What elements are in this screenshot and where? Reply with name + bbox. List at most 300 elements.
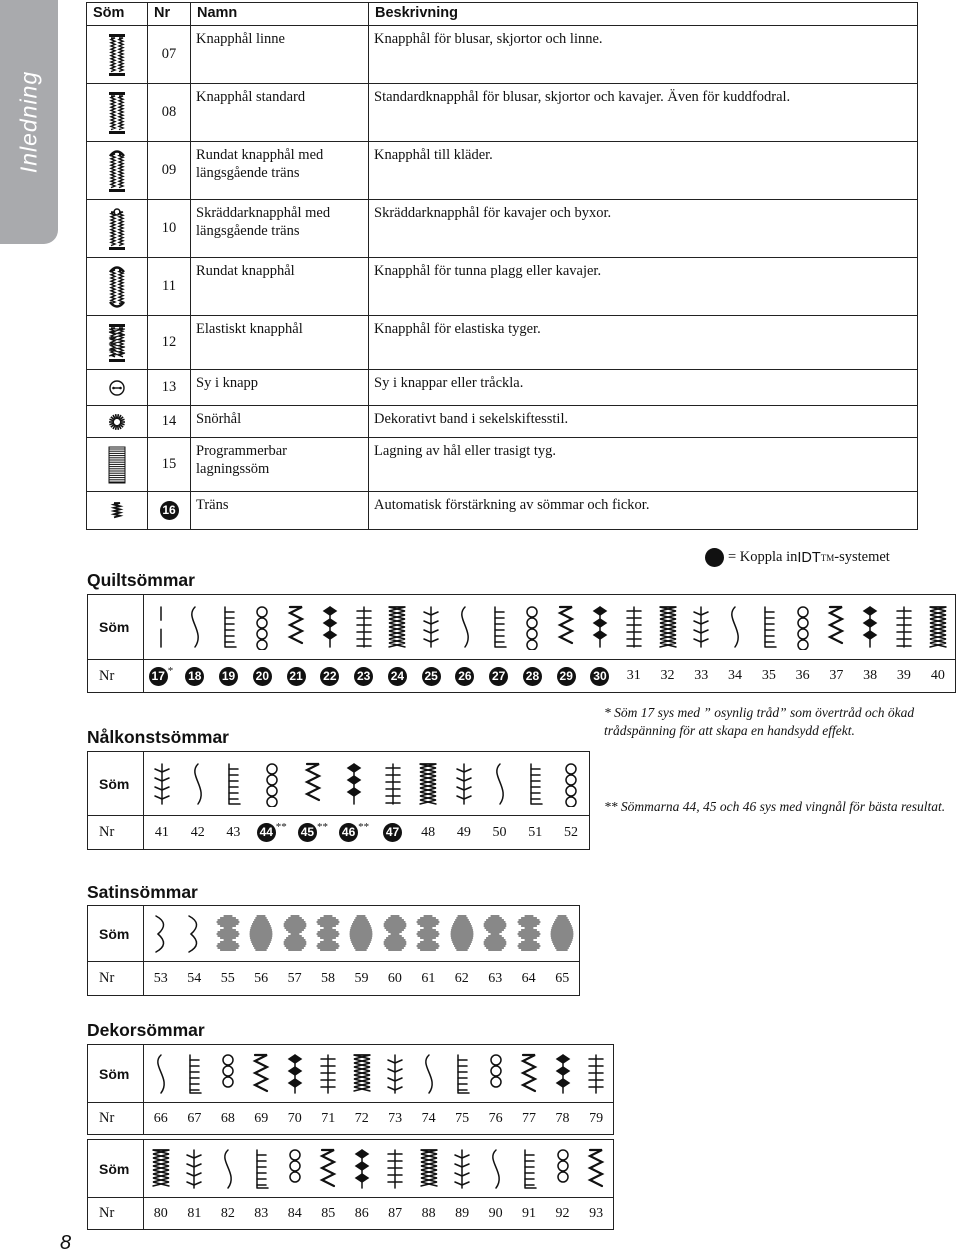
stitch-cell (178, 595, 212, 660)
stitch-58-icon (315, 913, 341, 955)
stitch-85-icon (315, 1147, 341, 1191)
stitch-cell (278, 906, 311, 962)
stitch-icon-cell (87, 200, 148, 258)
stitch-number-text: 63 (488, 970, 503, 986)
stitch-number-cell (278, 1198, 311, 1230)
buttonhole-rounded-bartack-icon (105, 147, 129, 195)
stitch-cell (345, 1045, 378, 1103)
row-label-nr: Nr (88, 1198, 144, 1230)
stitch-37-icon (823, 604, 849, 650)
button-sew-icon (105, 378, 129, 398)
stitch-number-cell (512, 1198, 545, 1230)
stitch-cell (445, 1045, 478, 1103)
idt-badge: 17 (149, 667, 168, 686)
stitch-description: Knapphål för blusar, skjortor och linne. (369, 26, 918, 84)
stitch-cell (381, 595, 415, 660)
stitch-number-text: 90 (488, 1205, 503, 1221)
stitch-cell (216, 752, 252, 816)
stitch-number-cell (378, 1198, 411, 1230)
stitch-cell (180, 752, 216, 816)
stitch-name: Knapphål linne (191, 26, 369, 84)
stitch-cell (479, 1140, 512, 1198)
row-label-stitch: Söm (88, 1045, 144, 1103)
stitch-number-cell (512, 1103, 545, 1135)
stitch-number-text: 52 (564, 824, 579, 840)
stitch-21-icon (283, 604, 309, 650)
stitch-number-text: 07 (161, 46, 177, 62)
stitch-number-cell (684, 660, 718, 693)
row-label-stitch: Söm (88, 752, 144, 816)
stitch-cell (211, 1140, 244, 1198)
stitch-number-text: 10 (161, 220, 177, 236)
stitch-number-cell (178, 1103, 211, 1135)
stitch-93-icon (583, 1147, 609, 1191)
idt-badge: 22 (320, 667, 339, 686)
stitch-number-text: 14 (161, 413, 177, 429)
stitch-49-icon (451, 761, 477, 807)
row-label-nr: Nr (88, 1103, 144, 1135)
stitch-number-cell (144, 1198, 178, 1230)
stitch-name: Träns (191, 492, 369, 530)
stitch-number-text: 92 (555, 1205, 570, 1221)
stitch-cell (482, 595, 516, 660)
stitch-46-icon (341, 761, 367, 807)
stitch-number-text: 48 (421, 824, 436, 840)
idt-dot-icon (705, 548, 724, 567)
stitch-78-icon (550, 1052, 576, 1096)
stitch-17-icon (148, 604, 174, 650)
stitch-number-cell (278, 962, 311, 996)
stitch-cell (334, 752, 375, 816)
stitch-cell (278, 1045, 311, 1103)
table-row (87, 316, 918, 370)
stitch-icon-cell (87, 406, 148, 438)
idt-badge: 25 (422, 667, 441, 686)
stitch-60-icon (382, 913, 408, 955)
stitch-number-cell (211, 1103, 244, 1135)
table-row (87, 200, 918, 258)
stitch-28-icon (519, 604, 545, 650)
row-label-nr: Nr (88, 660, 144, 693)
page-number: 8 (60, 1232, 72, 1252)
stitch-description: Dekorativt band i sekelskiftesstil. (369, 406, 918, 438)
stitch-icon-row (88, 1045, 614, 1103)
stitch-number-text: 58 (321, 970, 336, 986)
stitch-number-cell (546, 1103, 579, 1135)
stitch-cell (553, 752, 589, 816)
stitch-number (148, 406, 191, 438)
stitch-cell (311, 1045, 344, 1103)
bartack-icon (105, 497, 129, 525)
stitch-63-icon (482, 913, 508, 955)
legend-tm: TM (820, 552, 835, 563)
stitch-cell (517, 752, 553, 816)
decor-table-2 (87, 1139, 614, 1230)
stitch-cell (546, 1140, 579, 1198)
stitch-number-text: 82 (220, 1205, 235, 1221)
row-label-nr: Nr (88, 816, 144, 850)
stitch-number (148, 316, 191, 370)
stitch-icon-row (88, 1140, 614, 1198)
stitch-52-icon (558, 761, 584, 807)
stitch-86-icon (349, 1147, 375, 1191)
idt-badge: 30 (590, 667, 609, 686)
col-header-stitch: Söm (87, 3, 148, 26)
stitch-number-cell (853, 660, 887, 693)
stitch-number-cell (512, 962, 545, 996)
idt-badge: 29 (557, 667, 576, 686)
stitch-25-icon (418, 604, 444, 650)
stitch-24-icon (384, 604, 410, 650)
stitch-number-text: 91 (522, 1205, 537, 1221)
stitch-43-icon (220, 761, 246, 807)
stitch-number-text: 84 (287, 1205, 302, 1221)
table-row (87, 370, 918, 406)
stitch-cell (251, 752, 292, 816)
stitch-45-icon (300, 761, 326, 807)
stitch-cell (479, 906, 512, 962)
note-stitch-44-46: ** Sömmarna 44, 45 och 46 sys med vingnål för bästa resultat. (604, 799, 946, 814)
stitch-22-icon (317, 604, 343, 650)
stitch-cell (448, 595, 482, 660)
stitch-number-text: 65 (555, 970, 570, 986)
table-row (87, 142, 918, 200)
stitch-number-cell (180, 816, 216, 850)
stitch-91-icon (516, 1147, 542, 1191)
buttonhole-elastic-icon (105, 321, 129, 365)
stitch-cell (211, 1045, 244, 1103)
stitch-number-cell (245, 1198, 278, 1230)
stitch-31-icon (621, 604, 647, 650)
stitch-number-cell (410, 816, 446, 850)
stitch-cell (244, 906, 277, 962)
buttonhole-rounded-icon (105, 263, 129, 311)
stitch-cell (512, 1140, 545, 1198)
stitch-cell (412, 906, 445, 962)
stitch-number-text: 71 (321, 1110, 336, 1126)
stitch-19-icon (216, 604, 242, 650)
stitch-42-icon (185, 761, 211, 807)
stitch-number-cell (414, 660, 448, 693)
stitch-number-cell (617, 660, 651, 693)
stitch-cell (516, 595, 550, 660)
stitch-cell (345, 906, 378, 962)
stitch-number-cell (381, 660, 415, 693)
stitch-61-icon (415, 913, 441, 955)
stitch-number-text: 51 (528, 824, 543, 840)
stitch-50-icon (487, 761, 513, 807)
stitch-number-text: 62 (454, 970, 469, 986)
stitch-cell (144, 752, 180, 816)
stitch-number-cell (144, 962, 178, 996)
stitch-77-icon (516, 1052, 542, 1096)
stitch-76-icon (483, 1052, 509, 1096)
stitch-icon-row (88, 752, 590, 816)
stitch-number-text: 56 (254, 970, 269, 986)
stitch-number-text: 69 (254, 1110, 269, 1126)
stitch-number-cell (583, 660, 617, 693)
stitch-cell (579, 1140, 613, 1198)
stitch-number-cell (211, 962, 244, 996)
stitch-number (148, 370, 191, 406)
stitch-number-cell (378, 1103, 411, 1135)
stitch-cell (144, 1045, 178, 1103)
section-tab-label: Inledning (15, 70, 42, 174)
stitch-number-text: 67 (187, 1110, 202, 1126)
stitch-cell (921, 595, 956, 660)
stitch-number-cell (375, 816, 411, 850)
stitch-number-text: 09 (161, 162, 177, 178)
stitch-cell (718, 595, 752, 660)
stitch-number-cell (651, 660, 685, 693)
stitch-number-cell (311, 1198, 344, 1230)
stitch-number-text: 78 (555, 1110, 570, 1126)
section-tab (0, 0, 58, 244)
stitch-number-text: 55 (220, 970, 235, 986)
stitch-number-text: 60 (387, 970, 402, 986)
stitch-69-icon (248, 1052, 274, 1096)
footnote-mark: ** (316, 821, 328, 833)
idt-badge: 47 (383, 823, 402, 842)
stitch-34-icon (722, 604, 748, 650)
stitch-74-icon (416, 1052, 442, 1096)
stitch-description: Knapphål till kläder. (369, 142, 918, 200)
stitch-number-cell (278, 1103, 311, 1135)
table-row (87, 406, 918, 438)
stitch-number-text: 12 (161, 334, 177, 350)
needle-table (87, 751, 590, 850)
footnote-mark: ** (275, 821, 287, 833)
stitch-89-icon (449, 1147, 475, 1191)
stitch-cell (178, 1045, 211, 1103)
note-stitch-17: * Söm 17 sys med ” osynlig tråd” som övertråd och ökad trådspänning för att skapa en handsydd effekt. (604, 705, 915, 738)
stitch-number-cell (482, 660, 516, 693)
stitch-number-cell (479, 1198, 512, 1230)
col-header-nr: Nr (148, 3, 191, 26)
stitch-cell (347, 595, 381, 660)
legend-prefix: = Koppla in (728, 549, 798, 565)
row-label-stitch: Söm (88, 1140, 144, 1198)
stitch-name: Skräddarknapphål med längsgående träns (191, 200, 369, 258)
row-label-stitch: Söm (88, 906, 144, 962)
stitch-number-cell (445, 1198, 478, 1230)
stitch-number-cell (786, 660, 820, 693)
eyelet-icon (105, 412, 129, 432)
stitch-number-cell (479, 962, 512, 996)
stitch-cell (482, 752, 518, 816)
stitch-20-icon (249, 604, 275, 650)
idt-legend (705, 548, 890, 567)
stitch-cell (410, 752, 446, 816)
stitch-87-icon (382, 1147, 408, 1191)
stitch-icon-row (88, 906, 580, 962)
stitch-36-icon (790, 604, 816, 650)
stitch-80-icon (148, 1147, 174, 1191)
stitch-cell (144, 595, 178, 660)
stitch-number-text: 53 (153, 970, 168, 986)
stitch-number-cell (549, 660, 583, 693)
stitch-number-text: 59 (354, 970, 369, 986)
stitch-number-cell (545, 962, 579, 996)
stitch-cell (445, 906, 478, 962)
decor-heading: Dekorsömmar (87, 1020, 205, 1040)
stitch-icon-row (88, 595, 956, 660)
stitch-description: Lagning av hål eller trasigt tyg. (369, 438, 918, 492)
stitch-number-cell (216, 816, 252, 850)
stitch-32-icon (655, 604, 681, 650)
stitch-description: Skräddarknapphål för kavajer och byxor. (369, 200, 918, 258)
stitch-cell (853, 595, 887, 660)
stitch-cell (617, 595, 651, 660)
stitch-name: Rundat knapphål med längsgående träns (191, 142, 369, 200)
stitch-53-icon (148, 913, 174, 955)
stitch-cell (445, 1140, 478, 1198)
stitch-number-text: 39 (896, 668, 911, 683)
stitch-number (148, 258, 191, 316)
stitch-number-cell (245, 1103, 278, 1135)
stitch-number-text: 93 (589, 1205, 604, 1221)
stitch-number-text: 54 (187, 970, 202, 986)
stitch-number-cell (378, 962, 411, 996)
stitch-number-row (88, 660, 956, 693)
stitch-number-cell (345, 1103, 378, 1135)
idt-badge: 28 (523, 667, 542, 686)
buttonhole-tailor-icon (105, 205, 129, 253)
stitch-cell (479, 1045, 512, 1103)
stitch-30-icon (587, 604, 613, 650)
stitch-number-text: 15 (161, 456, 177, 472)
idt-badge: 18 (185, 667, 204, 686)
idt-badge: 24 (388, 667, 407, 686)
stitch-number-text: 36 (795, 668, 810, 683)
stitch-number-cell (445, 962, 478, 996)
stitch-number-text: 13 (161, 379, 177, 395)
stitch-cell (414, 595, 448, 660)
stitch-number-text: 77 (522, 1110, 537, 1126)
stitch-number-cell (445, 1103, 478, 1135)
stitch-55-icon (215, 913, 241, 955)
stitch-number-cell (178, 962, 211, 996)
stitch-number-cell (446, 816, 482, 850)
stitch-number-text: 35 (761, 668, 776, 683)
table-row (87, 492, 918, 530)
stitch-number-cell (752, 660, 786, 693)
quilt-heading: Quiltsömmar (87, 570, 195, 590)
stitch-66-icon (148, 1052, 174, 1096)
stitch-number-cell (311, 1103, 344, 1135)
stitch-icon-cell (87, 316, 148, 370)
idt-badge: 44 (257, 823, 276, 842)
stitch-33-icon (688, 604, 714, 650)
stitch-88-icon (416, 1147, 442, 1191)
stitch-number-cell (345, 962, 378, 996)
stitch-description: Knapphål för tunna plagg eller kavajer. (369, 258, 918, 316)
stitch-name: Snörhål (191, 406, 369, 438)
stitch-number-cell (482, 816, 518, 850)
stitch-number-cell (412, 1103, 445, 1135)
stitch-cell (546, 1045, 579, 1103)
stitch-number-cell (279, 660, 313, 693)
stitch-number-text: 34 (728, 668, 743, 683)
stitch-description: Knapphål för elastiska tyger. (369, 316, 918, 370)
stitch-number-row (88, 1198, 614, 1230)
col-header-name: Namn (191, 3, 369, 26)
stitch-number-cell (479, 1103, 512, 1135)
stitch-cell (144, 1140, 178, 1198)
stitch-number-cell (887, 660, 921, 693)
stitch-number-cell (819, 660, 853, 693)
stitch-number-row (88, 816, 590, 850)
stitch-cell (144, 906, 178, 962)
stitch-57-icon (282, 913, 308, 955)
stitch-84-icon (282, 1147, 308, 1191)
stitch-number-cell (718, 660, 752, 693)
buttonhole-linen-icon (105, 31, 129, 79)
stitch-number-cell (144, 660, 178, 693)
stitch-number-text: 87 (388, 1205, 403, 1221)
stitch-name: Programmerbar lagningssöm (191, 438, 369, 492)
stitch-38-icon (857, 604, 883, 650)
stitch-icon-cell (87, 258, 148, 316)
stitch-cell (279, 595, 313, 660)
stitch-icon-cell (87, 84, 148, 142)
stitch-59-icon (348, 913, 374, 955)
stitch-number-text: 80 (153, 1205, 168, 1221)
stitch-number-cell (178, 1198, 211, 1230)
stitch-number-text: 72 (354, 1110, 369, 1126)
table-row (87, 26, 918, 84)
stitch-cell (311, 906, 344, 962)
stitch-73-icon (382, 1052, 408, 1096)
stitch-number (148, 26, 191, 84)
stitch-cell (212, 595, 246, 660)
stitch-number-cell (553, 816, 589, 850)
stitch-79-icon (583, 1052, 609, 1096)
stitch-cell (245, 595, 279, 660)
legend-suffix: -systemet (834, 549, 890, 565)
stitch-number-cell (412, 1198, 445, 1230)
stitch-number-text: 81 (187, 1205, 202, 1221)
stitch-92-icon (550, 1147, 576, 1191)
buttonhole-table (86, 2, 918, 530)
stitch-cell (245, 1140, 278, 1198)
stitch-68-icon (215, 1052, 241, 1096)
stitch-44-icon (259, 761, 285, 807)
idt-badge: 20 (253, 667, 272, 686)
stitch-48-icon (415, 761, 441, 807)
stitch-number-cell (178, 660, 212, 693)
stitch-icon-cell (87, 438, 148, 492)
stitch-56-icon (248, 913, 274, 955)
stitch-62-icon (449, 913, 475, 955)
decor-table-1 (87, 1044, 614, 1135)
stitch-cell (378, 1140, 411, 1198)
stitch-number-cell (212, 660, 246, 693)
table-row (87, 84, 918, 142)
stitch-51-icon (522, 761, 548, 807)
stitch-number-text: 83 (254, 1205, 269, 1221)
stitch-27-icon (486, 604, 512, 650)
stitch-29-icon (553, 604, 579, 650)
stitch-number-text: 08 (161, 104, 177, 120)
table-row (87, 438, 918, 492)
stitch-number-cell (921, 660, 956, 693)
stitch-18-icon (182, 604, 208, 650)
stitch-cell (178, 1140, 211, 1198)
idt-badge: 46 (339, 823, 358, 842)
stitch-number-text: 79 (589, 1110, 604, 1126)
stitch-name: Rundat knapphål (191, 258, 369, 316)
